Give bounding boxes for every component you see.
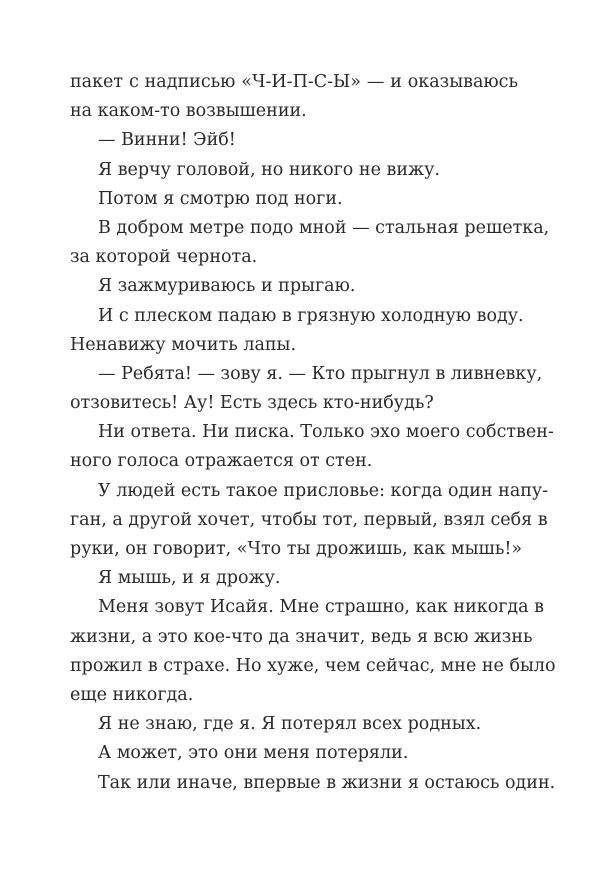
text-line: Ненавижу мочить лапы.: [70, 334, 297, 355]
text-line: руки, он говорит, «Что ты дрожишь, как мышь!»: [70, 539, 523, 559]
text-line: жизни, а это кое-что да значит, ведь я всю жизнь: [70, 626, 533, 647]
text-line: Я не знаю, где я. Я потерял всех родных.: [98, 714, 482, 735]
text-line: Так или иначе, впервые в жизни я остаюсь один.: [98, 772, 556, 793]
text-line: ного голоса отражается от стен.: [70, 451, 373, 472]
text-line: В добром метре подо мной — стальная решетка,: [98, 217, 550, 238]
text-line: на каком-то возвышении.: [70, 101, 307, 122]
text-line: отзовитесь! Ау! Есть здесь кто-нибудь?: [70, 393, 434, 414]
text-line: И с плеском падаю в грязную холодную воду.: [98, 305, 524, 326]
text-line: еще никогда.: [70, 684, 194, 705]
text-line: Потом я смотрю под ноги.: [98, 188, 343, 209]
text-line: Я мышь, и я дрожу.: [98, 568, 281, 589]
text-line: Я верчу головой, но никого не вижу.: [98, 159, 440, 180]
text-line: пакет с надписью «Ч-И-П-С-Ы» — и оказываюсь: [70, 72, 518, 92]
text-line: ган, а другой хочет, чтобы тот, первый, взял себя в: [70, 509, 548, 530]
text-line: за которой чернота.: [70, 247, 258, 268]
page-body-text: [70, 68, 556, 798]
text-line: У людей есть такое присловье: когда один напу-: [98, 480, 549, 501]
text-line: А может, это они меня потеряли.: [98, 743, 409, 764]
text-line: — Винни! Эйб!: [98, 130, 236, 151]
text-line: Ни ответа. Ни писка. Только эхо моего собствен-: [98, 422, 554, 443]
text-line: прожил в страхе. Но хуже, чем сейчас, мне не было: [70, 655, 556, 676]
text-line: — Ребята! — зову я. — Кто прыгнул в ливневку,: [98, 363, 543, 384]
text-line: Меня зовут Исайя. Мне страшно, как никогда в: [98, 597, 545, 618]
text-line: Я зажмуриваюсь и прыгаю.: [98, 276, 356, 297]
